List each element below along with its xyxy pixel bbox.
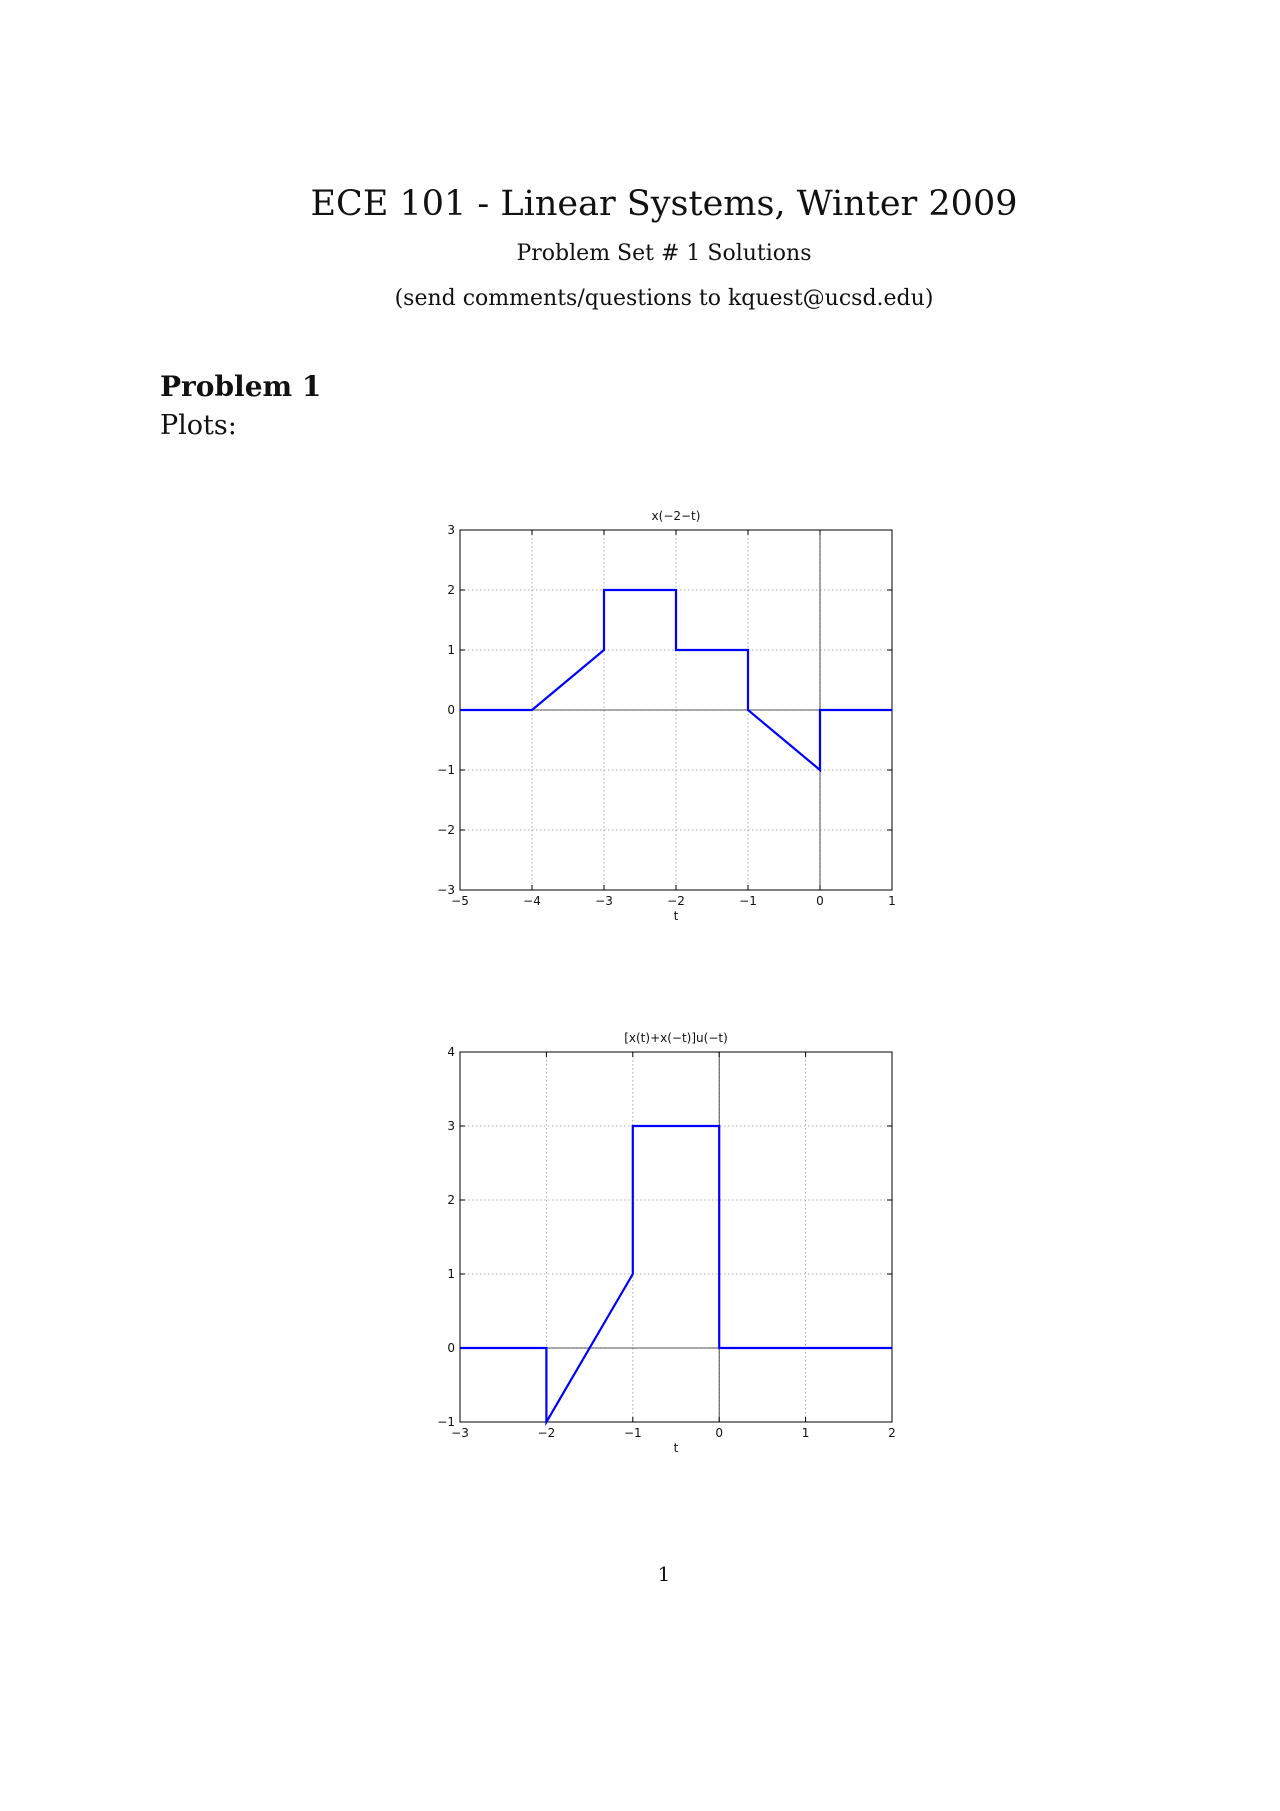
x-tick-label: 1 [888, 894, 896, 908]
x-axis-label: t [673, 1441, 679, 1455]
y-tick-label: 4 [447, 1045, 455, 1059]
chart-title: [x(t)+x(−t)]u(−t) [624, 1031, 728, 1045]
document-subtitle: Problem Set # 1 Solutions [516, 241, 812, 266]
x-tick-label: −2 [537, 1426, 556, 1440]
x-axis-label: t [673, 909, 679, 923]
page-number: 1 [657, 1562, 671, 1586]
x-tick-label: −5 [451, 894, 469, 908]
plot-even-part-times-step [420, 1012, 900, 1455]
y-tick-label: 0 [447, 703, 455, 717]
chart-1 [437, 509, 896, 923]
y-tick-label: −1 [437, 1415, 455, 1429]
y-tick-label: 2 [447, 1193, 455, 1207]
y-tick-label: 3 [447, 1119, 455, 1133]
x-tick-label: 1 [801, 1426, 810, 1440]
y-tick-label: 0 [447, 1341, 455, 1355]
y-tick-label: −3 [437, 883, 455, 897]
y-tick-label: 1 [447, 1267, 455, 1281]
document-title: ECE 101 - Linear Systems, Winter 2009 [310, 184, 1018, 224]
section-body: Plots: [160, 410, 237, 441]
y-tick-label: −2 [437, 823, 455, 837]
y-tick-label: 1 [447, 643, 455, 657]
x-tick-label: −2 [667, 894, 685, 908]
section-heading: Problem 1 [160, 370, 322, 403]
chart-2 [437, 1031, 896, 1455]
x-tick-label: −1 [739, 894, 757, 908]
plot-x-minus-2-minus-t [420, 500, 900, 940]
x-tick-label: −3 [595, 894, 613, 908]
x-tick-label: −3 [451, 1426, 469, 1440]
plot-frame [460, 1052, 892, 1422]
y-tick-label: −1 [437, 763, 455, 777]
x-tick-label: −1 [623, 1426, 642, 1440]
y-tick-label: 3 [447, 523, 455, 537]
x-tick-label: 0 [715, 1426, 724, 1440]
x-tick-label: 0 [816, 894, 824, 908]
contact-line: (send comments/questions to kquest@ucsd.edu) [394, 286, 934, 311]
chart-title: x(−2−t) [651, 509, 701, 523]
x-tick-label: 2 [888, 1426, 896, 1440]
y-tick-label: 2 [447, 583, 455, 597]
x-tick-label: −4 [523, 894, 541, 908]
